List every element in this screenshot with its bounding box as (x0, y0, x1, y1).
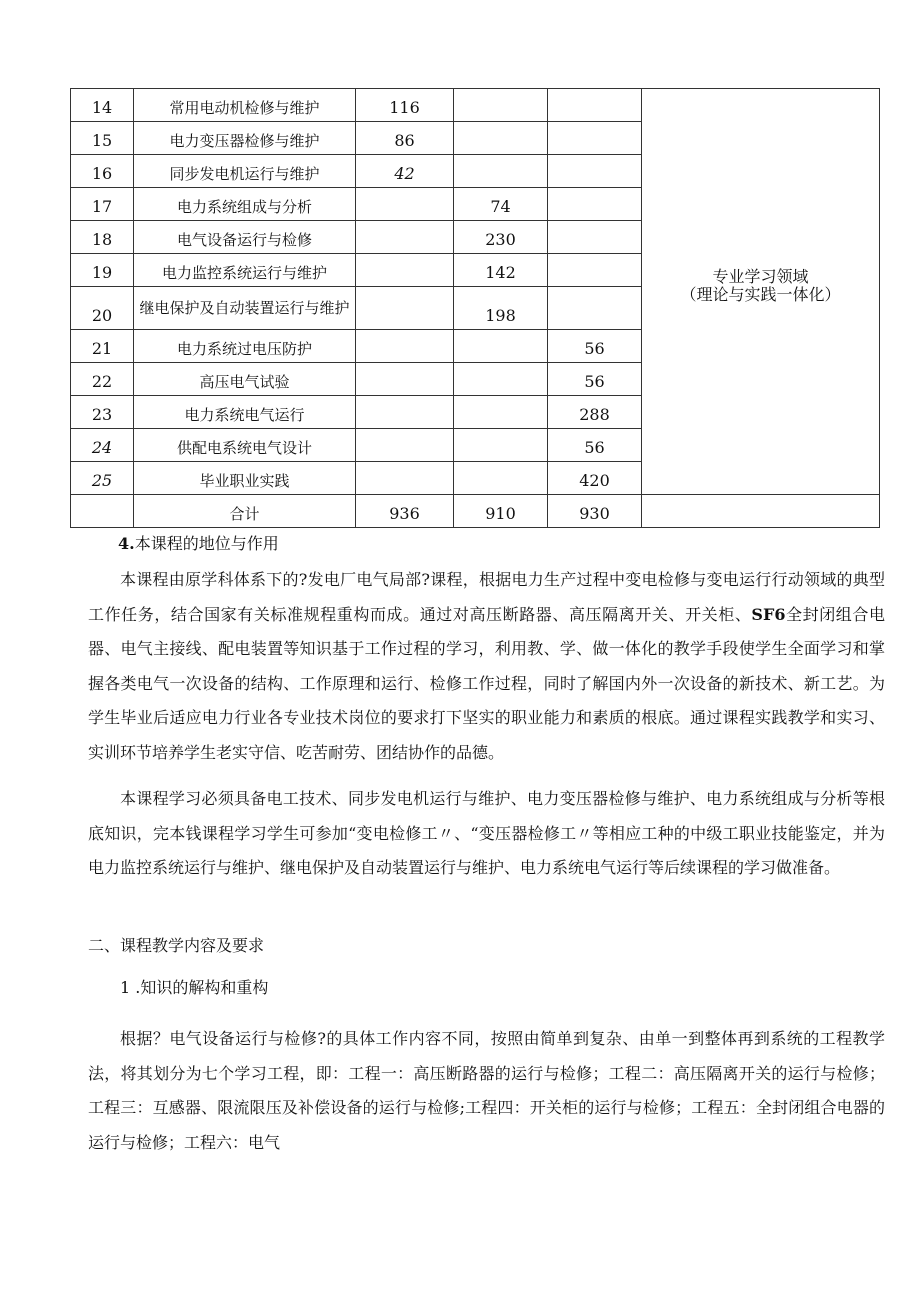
hours-col3: 56 (548, 330, 642, 363)
hours-col3 (548, 188, 642, 221)
row-number: 20 (71, 287, 134, 330)
hours-col3: 56 (548, 429, 642, 462)
course-name: 电气设备运行与检修 (134, 221, 356, 254)
course-name: 继电保护及自动装置运行与维护 (134, 287, 356, 330)
hours-col2: 74 (454, 188, 548, 221)
hours-col1 (356, 254, 454, 287)
hours-col1 (356, 396, 454, 429)
hours-col2 (454, 155, 548, 188)
learning-domain-cell (642, 89, 880, 495)
course-name: 电力系统过电压防护 (134, 330, 356, 363)
hours-col2 (454, 396, 548, 429)
hours-col1: 42 (356, 155, 454, 188)
hours-col3 (548, 122, 642, 155)
row-number: 14 (71, 89, 134, 122)
hours-col2 (454, 330, 548, 363)
hours-col2: 230 (454, 221, 548, 254)
course-name: 高压电气试验 (134, 363, 356, 396)
total-col2: 910 (454, 495, 548, 528)
course-name: 电力变压器检修与维护 (134, 122, 356, 155)
hours-col3 (548, 155, 642, 188)
hours-col2: 142 (454, 254, 548, 287)
section-4-heading: 4.本课程的地位与作用 (118, 534, 279, 553)
hours-col1 (356, 363, 454, 396)
hours-col2 (454, 462, 548, 495)
hours-col1 (356, 462, 454, 495)
course-name: 毕业职业实践 (134, 462, 356, 495)
domain-subtitle: （理论与实践一体化） (680, 284, 841, 304)
total-blank-cell (71, 495, 134, 528)
course-name: 同步发电机运行与维护 (134, 155, 356, 188)
row-number: 15 (71, 122, 134, 155)
hours-col1: 116 (356, 89, 454, 122)
hours-col2 (454, 122, 548, 155)
course-name: 电力系统组成与分析 (134, 188, 356, 221)
section-4-paragraph-2: 本课程学习必须具备电工技术、同步发电机运行与维护、电力变压器检修与维护、电力系统组成与分析等根底知识，完本钱课程学习学生可参加“变电检修工〃、“变压器检修工〃等相应工种的中级工职业技能鉴定，并为电力监控系统运行与维护、继电保护及自动装置运行与维护、电力系统电气运行等后续课程的学习做准备。 (88, 789, 885, 877)
row-number: 24 (71, 429, 134, 462)
row-number: 25 (71, 462, 134, 495)
hours-col2: 198 (454, 287, 548, 330)
hours-col1 (356, 287, 454, 330)
course-name: 常用电动机检修与维护 (134, 89, 356, 122)
hours-col3 (548, 287, 642, 330)
total-col1: 936 (356, 495, 454, 528)
row-number: 21 (71, 330, 134, 363)
hours-col1: 86 (356, 122, 454, 155)
hours-col2 (454, 363, 548, 396)
row-number: 17 (71, 188, 134, 221)
course-hours-table (70, 88, 880, 528)
section-2-heading: 二、课程教学内容及要求 (88, 936, 265, 955)
hours-col2 (454, 429, 548, 462)
hours-col3: 420 (548, 462, 642, 495)
row-number: 22 (71, 363, 134, 396)
section-4-paragraph-1: 本课程由原学科体系下的?发电厂电气局部?课程，根据电力生产过程中变电检修与变电运行行动领域的典型工作任务，结合国家有关标准规程重构而成。通过对高压断路器、高压隔离开关、开关柜、SF6全封闭组合电器、电气主接线、配电装置等知识基于工作过程的学习，利用教、学、做一体化的教学手段使学生全面学习和掌握各类电气一次设备的结构、工作原理和运行、检修工作过程，同时了解国内外一次设备的新技术、新工艺。为学生毕业后适应电力行业各专业技术岗位的要求打下坚实的职业能力和素质的根底。通过课程实践教学和实习、实训环节培养学生老实守信、吃苦耐劳、团结协作的品德。 (88, 570, 885, 762)
table-row (71, 89, 880, 122)
course-name: 电力监控系统运行与维护 (134, 254, 356, 287)
subsection-1-heading: 1 .知识的解构和重构 (120, 978, 269, 997)
hours-col3 (548, 254, 642, 287)
course-name: 电力系统电气运行 (134, 396, 356, 429)
row-number: 23 (71, 396, 134, 429)
row-number: 16 (71, 155, 134, 188)
hours-col1 (356, 221, 454, 254)
total-col3: 930 (548, 495, 642, 528)
hours-col1 (356, 330, 454, 363)
hours-col1 (356, 429, 454, 462)
course-name: 供配电系统电气设计 (134, 429, 356, 462)
domain-title: 专业学习领域 (712, 266, 809, 286)
total-label: 合计 (134, 495, 356, 528)
row-number: 18 (71, 221, 134, 254)
row-number: 19 (71, 254, 134, 287)
hours-col3: 56 (548, 363, 642, 396)
total-domain-cell (642, 495, 880, 528)
hours-col3: 288 (548, 396, 642, 429)
hours-col3 (548, 89, 642, 122)
hours-col2 (454, 89, 548, 122)
hours-col3 (548, 221, 642, 254)
hours-col1 (356, 188, 454, 221)
section-2-paragraph: 根据？电气设备运行与检修?的具体工作内容不同，按照由简单到复杂、由单一到整体再到系统的工程教学法，将其划分为七个学习工程，即：工程一：高压断路器的运行与检修；工程二：高压隔离开关的运行与检修；工程三：互感器、限流限压及补偿设备的运行与检修;工程四：开关柜的运行与检修；工程五：全封闭组合电器的运行与检修；工程六：电气 (88, 1029, 885, 1152)
table-total-row (71, 495, 880, 528)
